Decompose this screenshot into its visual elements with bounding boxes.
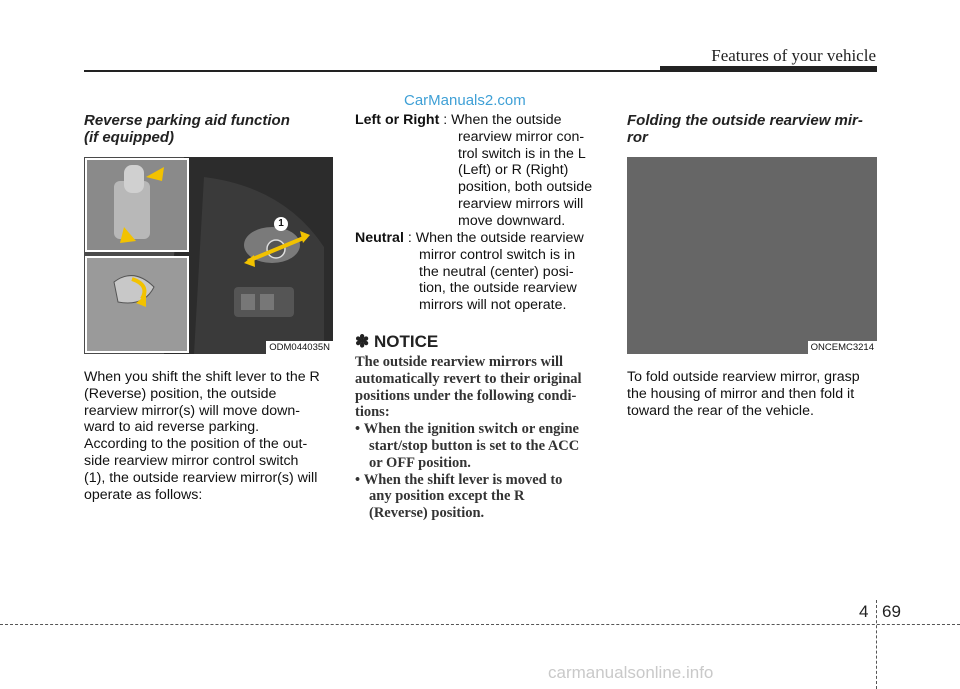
definition-term: Left or Right: [355, 112, 440, 128]
definition-line: mirror control switch is in: [419, 246, 576, 263]
definition-line: trol switch is in the L: [458, 145, 586, 162]
paragraph-line: rearview mirror(s) will move down-: [84, 402, 300, 419]
notice-heading-text: NOTICE: [373, 332, 439, 351]
definition-line: rearview mirrors will: [458, 195, 584, 212]
paragraph-line: (Reverse) position, the outside: [84, 385, 277, 402]
notice-line: automatically revert to their original: [355, 370, 582, 387]
definition-separator: :: [439, 112, 452, 128]
notice-line: any position except the R: [369, 488, 525, 505]
paragraph-line: operate as follows:: [84, 486, 203, 503]
definition-line: move downward.: [458, 212, 566, 229]
paragraph-line: toward the rear of the vehicle.: [627, 402, 814, 419]
notice-line: When the ignition switch or engine: [363, 421, 579, 438]
bullet-dot-icon: •: [355, 471, 364, 488]
folding-mirror-image: [627, 157, 877, 354]
reverse-parking-image: [84, 157, 333, 354]
callout-marker: 1: [274, 217, 288, 231]
definition-line: When the outside rearview: [415, 230, 584, 246]
notice-bullet: [355, 472, 605, 522]
notice-line: When the shift lever is moved to: [363, 471, 563, 488]
paragraph-line: To fold outside rearview mirror, grasp: [627, 369, 860, 385]
notice-heading: [355, 332, 438, 352]
notice-line: positions under the following condi-: [355, 387, 577, 404]
chapter-number: 4: [859, 602, 869, 621]
image-label: ONCEMC3214: [808, 341, 877, 354]
definition-line: rearview mirror con-: [458, 128, 585, 145]
folding-mirror-paragraph: [627, 369, 877, 419]
image-label: ODM044035N: [266, 341, 333, 354]
notice-bullet: [355, 421, 605, 471]
notice-line: (Reverse) position.: [369, 505, 485, 522]
footer-dashed-divider: [876, 600, 877, 689]
watermark-bottom[interactable]: carmanualsonline.info: [548, 663, 714, 682]
paragraph-line: the housing of mirror and then fold it: [627, 385, 855, 402]
definition-term: Neutral: [355, 230, 404, 246]
definition-left-or-right: [355, 112, 605, 230]
definition-line: position, both outside: [458, 179, 593, 196]
section-title-line: Folding the outside rearview mir-: [627, 112, 863, 129]
footer-dashed-rule: [0, 624, 960, 625]
notice-line: start/stop button is set to the ACC: [369, 437, 580, 454]
section-title-line: Reverse parking aid function: [84, 112, 290, 129]
definition-separator: :: [403, 230, 416, 246]
paragraph-line: When you shift the shift lever to the R: [84, 369, 320, 385]
watermark-top[interactable]: CarManuals2.com: [404, 92, 526, 109]
notice-line: tions:: [355, 404, 390, 421]
reverse-parking-paragraph: [84, 369, 333, 503]
notice-symbol-icon: ✽: [355, 332, 370, 351]
notice-line: The outside rearview mirrors will: [355, 354, 564, 370]
definition-line: mirrors will not operate.: [419, 297, 567, 314]
bullet-dot-icon: •: [355, 421, 364, 438]
paragraph-line: ward to aid reverse parking.: [84, 419, 260, 436]
definition-line: (Left) or R (Right): [458, 162, 569, 179]
definition-line: tion, the outside rearview: [419, 280, 577, 297]
notice-body: [355, 354, 605, 522]
page-number: 69: [882, 602, 901, 621]
definition-line: the neutral (center) posi-: [419, 263, 574, 280]
reverse-parking-illustration: [84, 157, 333, 354]
paragraph-line: According to the position of the out-: [84, 436, 308, 453]
definition-line: When the outside: [451, 112, 562, 128]
paragraph-line: side rearview mirror control switch: [84, 452, 299, 469]
definition-neutral: [355, 230, 605, 314]
header-rule-thick: [660, 66, 877, 72]
section-title-reverse-parking: [84, 112, 290, 146]
paragraph-line: (1), the outside rearview mirror(s) will: [84, 469, 318, 486]
notice-line: or OFF position.: [369, 454, 471, 471]
header-rule-thin: [84, 70, 664, 72]
section-title-line: ror: [627, 129, 648, 146]
section-title-line: (if equipped): [84, 129, 174, 146]
section-title-folding-mirror: [627, 112, 877, 146]
header-title: Features of your vehicle: [711, 46, 876, 65]
